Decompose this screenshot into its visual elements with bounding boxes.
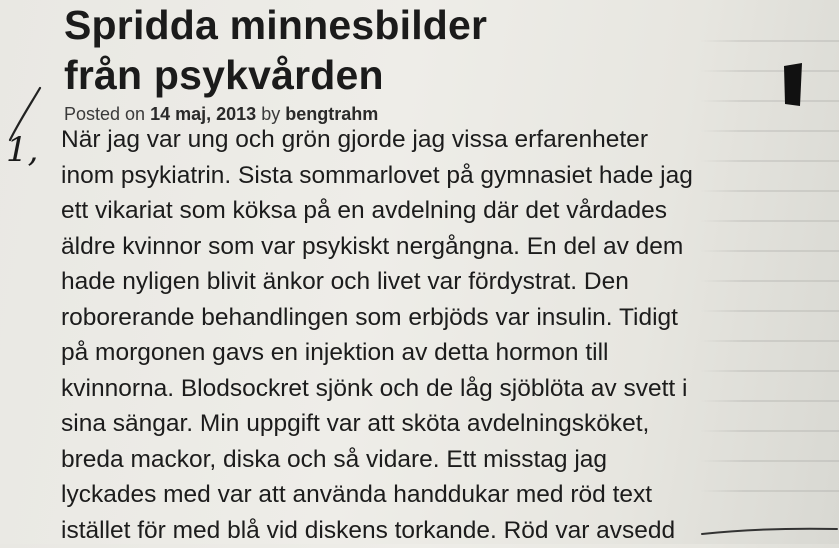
by-word: by — [261, 104, 280, 124]
posted-prefix: Posted on — [64, 104, 145, 124]
body-line: breda mackor, diska och så vidare. Ett misstag jag — [61, 442, 781, 478]
title-line-2: från psykvården — [64, 50, 487, 100]
body-line: roborerande behandlingen som erbjöds var insulin. Tidigt — [61, 300, 781, 336]
body-line: på morgonen gavs en injektion av detta hormon till — [61, 335, 781, 371]
post-date: 14 maj, 2013 — [150, 104, 256, 124]
title-line-1: Spridda minnesbilder — [64, 0, 487, 50]
body-line: kvinnorna. Blodsockret sjönk och de låg sjöblöta av svett i — [61, 371, 781, 407]
body-line: sina sängar. Min uppgift var att sköta avdelningsköket, — [61, 406, 781, 442]
body-line: istället för med blå vid diskens torkande. Röd var avsedd — [61, 513, 781, 548]
article-body — [61, 122, 781, 548]
post-author: bengtrahm — [285, 104, 378, 124]
body-line: lyckades med var att använda handdukar med röd text — [61, 477, 781, 513]
body-line: inom psykiatrin. Sista sommarlovet på gymnasiet hade jag — [61, 158, 781, 194]
body-line: äldre kvinnor som var psykiskt nergångna. En del av dem — [61, 229, 781, 265]
margin-marker-icon — [780, 60, 806, 110]
body-line: hade nyligen blivit änkor och livet var fördystrat. Den — [61, 264, 781, 300]
handwritten-number: 1, — [6, 130, 38, 170]
body-line: ett vikariat som köksa på en avdelning där det vårdades — [61, 193, 781, 229]
handwritten-underline — [700, 520, 839, 544]
article-title — [64, 0, 487, 100]
body-line: När jag var ung och grön gjorde jag vissa erfarenheter — [61, 122, 781, 158]
